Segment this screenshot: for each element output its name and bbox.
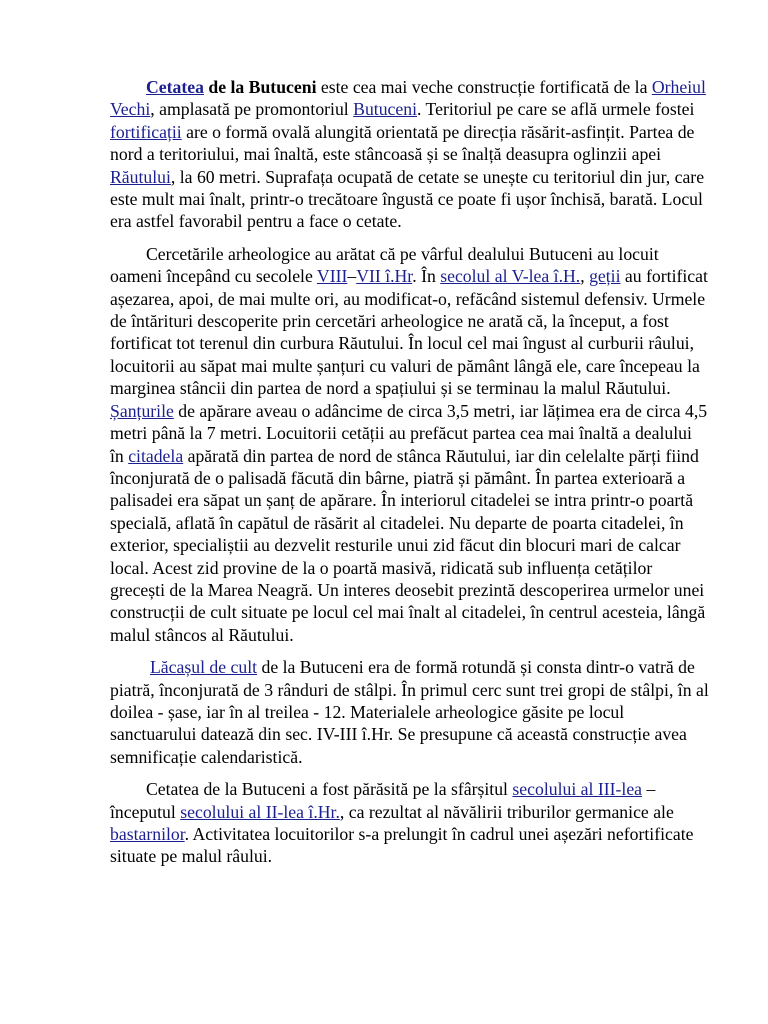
text-segment: are o formă ovală alungită orientată pe direcția răsărit-asfințit. Partea de nord a teritoriului, mai înaltă, este stâncoasă și se înalță deasupra oglinzii apei — [110, 121, 695, 165]
link-getii[interactable]: geții — [589, 266, 621, 287]
text-segment: de la Butuceni — [203, 77, 317, 97]
link-secolul-v[interactable]: secolul al V-lea î.H. — [440, 266, 581, 287]
link-secolului-ii[interactable]: secolului al II-lea î.Hr. — [180, 801, 340, 822]
text-segment: au fortificat așezarea, apoi, de mai multe ori, au modificat-o, refăcând sistemul defensiv. Urmele de întărituri descoperite prin cercetări arheologice ne arată că, la început, a fost fortificat tot terenul din curbura Răutului. În locul cel mai îngust al curburii râului, locuitorii au săpat mai multe șanțuri cu valuri de pământ lângă ele, care începeau la marginea stâncii din partea de nord a spațiului și se terminau la malul Răutului. — [110, 266, 708, 399]
text-segment: este cea mai veche construcție fortificată de la — [316, 77, 652, 97]
text-segment: apărată din partea de nord de stânca Răutului, iar din celelalte părți fiind înconjurată de o palisadă făcută din bârne, piatră și pământ. În partea exterioară a palisadei era săpat un șanț de apărare. În interiorul citadelei se intra printr-o poartă specială, aflată în capătul de răsărit al citadelei. Nu departe de poarta citadelei, în exterior, specialiștii au dezvelit resturile unui zid făcut din blocuri mari de calcar local. Acest zid provine de la o poartă masivă, ridicată sub influența cetăților grecești de la Marea Neagră. Un interes deosebit prezintă descoperirea urmelor unei construcții de cult situate pe locul cel mai înalt al citadelei, în centrul acesteia, lângă malul stâncos al Răutului. — [110, 445, 706, 645]
paragraph-4 — [110, 778, 710, 868]
link-santurile[interactable]: Șanțurile — [110, 400, 174, 421]
text-segment: de la Butuceni era de formă rotundă și consta dintr-o vatră de piatră, înconjurată de 3 rânduri de stâlpi. În primul cerc sunt trei gropi de stâlpi, în al doilea - șase, iar în al treilea - 12. Materialele arheologice găsite pe locul sanctuarului datează din sec. IV-III î.Hr. Se presupune că această construcție avea semnificație calendaristică. — [110, 657, 709, 767]
link-cetatea[interactable]: Cetatea — [146, 77, 204, 97]
link-lacasul-de-cult[interactable]: Lăcașul de cult — [150, 657, 258, 678]
link-butuceni[interactable]: Butuceni — [353, 99, 418, 120]
text-segment: – începutul — [110, 779, 656, 822]
text-segment: . În — [412, 266, 441, 287]
link-rautului[interactable]: Răutului — [110, 166, 171, 187]
link-viii[interactable]: VIII — [316, 266, 348, 287]
paragraph-2 — [110, 243, 710, 646]
paragraph-3 — [110, 656, 710, 768]
text-segment: Cetatea de la Butuceni a fost părăsită pe la sfârșitul — [146, 779, 513, 800]
text-segment: , amplasată pe promontoriul — [150, 99, 354, 120]
text-segment: . Teritoriul pe care se află urmele fostei — [417, 99, 695, 120]
link-vii-ihr[interactable]: VII î.Hr — [356, 266, 413, 287]
text-segment: . Activitatea locuitorilor s-a prelungit în cadrul unei așezări nefortificate situate pe malul râului. — [110, 824, 694, 867]
link-bastarnilor[interactable]: bastarnilor — [110, 824, 185, 844]
text-segment: – — [347, 266, 357, 287]
text-segment: de apărare aveau o adâncime de circa 3,5 metri, iar lățimea era de circa 4,5 metri până la 7 metri. Locuitorii cetății au prefăcut partea cea mai înaltă a dealului în — [110, 400, 708, 466]
text-segment: Cercetările arheologice au arătat că pe vârful dealului Butuceni au locuit oameni începând cu secolele — [110, 243, 659, 287]
link-fortificatii[interactable]: fortificații — [110, 121, 182, 142]
text-segment: , — [580, 266, 590, 287]
text-segment: , la 60 metri. Suprafața ocupată de cetate se unește cu teritoriul din jur, care este mult mai înalt, printr-o trecătoare îngustă ce poate fi ușor închisă, barată. Locul era astfel favorabil pentru a face o cetate. — [110, 166, 705, 232]
article-body — [110, 76, 710, 878]
link-citadela[interactable]: citadela — [128, 445, 184, 466]
text-segment: , ca rezultat al năvălirii triburilor germanice ale — [339, 801, 674, 822]
link-orheiul-vechi[interactable]: Orheiul Vechi — [110, 77, 706, 120]
link-secolului-iii[interactable]: secolului al III-lea — [512, 779, 643, 800]
paragraph-1 — [110, 76, 710, 233]
